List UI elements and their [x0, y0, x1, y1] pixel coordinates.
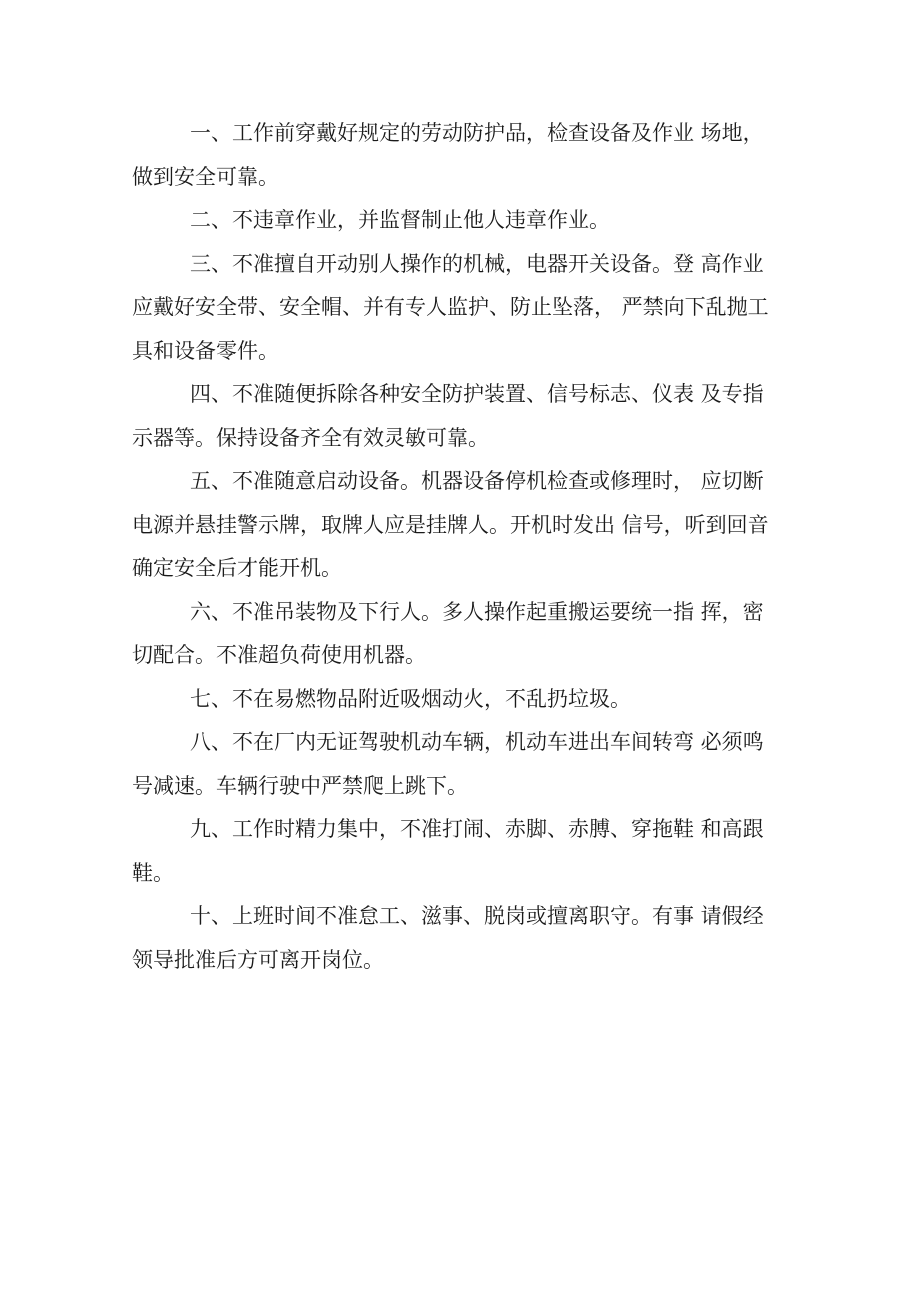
document-body	[132, 112, 832, 982]
paragraph-line: 六、不准吊装物及下行人。多人操作起重搬运要统一指 挥，密	[190, 599, 764, 624]
paragraph-line: 七、不在易燃物品附近吸烟动火，不乱扔垃圾。	[190, 686, 631, 711]
rule-paragraph-8	[132, 721, 832, 808]
paragraph-line: 鞋。	[132, 860, 174, 885]
rule-paragraph-9	[132, 808, 832, 895]
paragraph-line: 电源并悬挂警示牌，取牌人应是挂牌人。开机时发出 信号，听到回音	[132, 512, 769, 537]
rule-paragraph-10	[132, 895, 832, 982]
paragraph-line: 号减速。车辆行驶中严禁爬上跳下。	[132, 773, 468, 798]
paragraph-line: 切配合。不准超负荷使用机器。	[132, 643, 426, 667]
paragraph-line: 一、工作前穿戴好规定的劳动防护品，检查设备及作业 场地，	[190, 121, 764, 145]
rule-paragraph-1	[132, 112, 832, 199]
paragraph-line: 五、不准随意启动设备。机器设备停机检查或修理时， 应切断	[190, 469, 764, 493]
paragraph-line: 四、不准随便拆除各种安全防护装置、信号标志、仪表 及专指	[190, 382, 764, 406]
rule-paragraph-2	[132, 199, 832, 243]
paragraph-line: 具和设备零件。	[132, 338, 279, 363]
paragraph-line: 三、不准擅自开动别人操作的机械，电器开关设备。登 高作业	[190, 251, 764, 276]
rule-paragraph-4	[132, 373, 832, 460]
paragraph-line: 八、不在厂内无证驾驶机动车辆，机动车进出车间转弯 必须鸣	[190, 730, 764, 754]
paragraph-line: 确定安全后才能开机。	[132, 556, 342, 580]
paragraph-line: 领导批准后方可离开岗位。	[132, 947, 384, 972]
rule-paragraph-7	[132, 678, 832, 722]
paragraph-line: 应戴好安全带、安全帽、并有专人监护、防止坠落， 严禁向下乱抛工	[132, 295, 769, 319]
paragraph-line: 做到安全可靠。	[132, 164, 279, 189]
rule-paragraph-3	[132, 243, 832, 374]
paragraph-line: 二、不违章作业，并监督制止他人违章作业。	[190, 208, 610, 232]
paragraph-line: 十、上班时间不准怠工、滋事、脱岗或擅离职守。有事 请假经	[190, 904, 764, 928]
rule-paragraph-6	[132, 591, 832, 678]
paragraph-line: 示器等。保持设备齐全有效灵敏可靠。	[132, 425, 489, 450]
paragraph-line: 九、工作时精力集中，不准打闹、赤脚、赤膊、穿拖鞋 和高跟	[190, 817, 764, 841]
rule-paragraph-5	[132, 460, 832, 591]
